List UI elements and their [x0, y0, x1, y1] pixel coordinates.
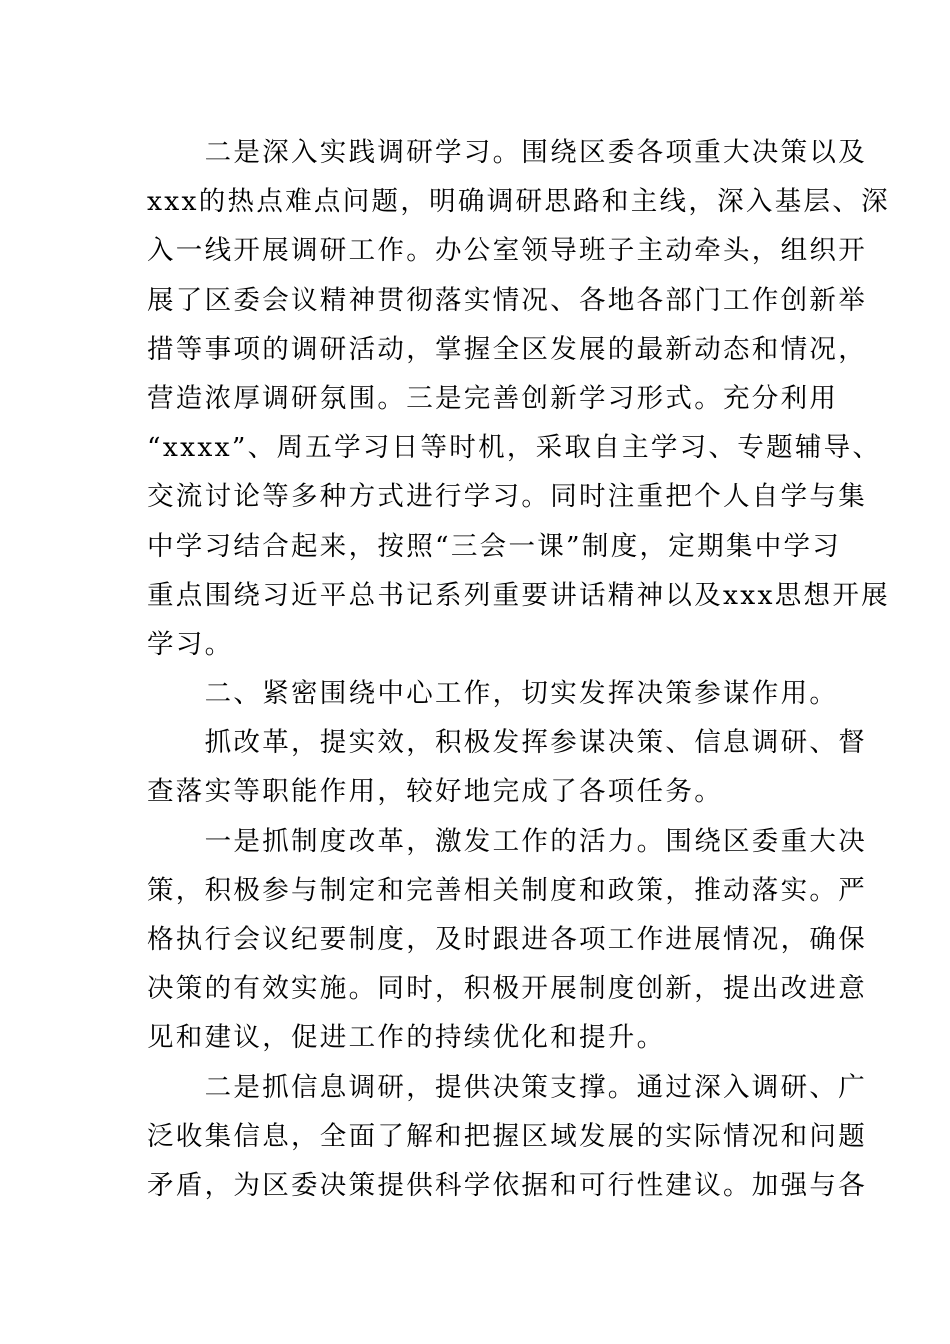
text-line-22: 矛盾，为区委决策提供科学依据和可行性建议。加强与各: [147, 1169, 867, 1201]
text-line-13: 抓改革，提实效，积极发挥参谋决策、信息调研、督: [147, 727, 867, 759]
document-body: [147, 128, 890, 1210]
text-line-17: 格执行会议纪要制度，及时跟进各项工作进展情况，确保: [147, 924, 867, 955]
text-line-6: 营造浓厚调研氛围。三是完善创新学习形式。充分利用: [147, 382, 839, 414]
text-line-4: 展了区委会议精神贯彻落实情况、各地各部门工作创新举: [147, 284, 867, 316]
text-line-1: 二是深入实践调研学习。围绕区委各项重大决策以及: [147, 137, 867, 168]
text-line-20: 二是抓信息调研，提供决策支撑。通过深入调研、广: [147, 1071, 867, 1103]
text-line-11: 学习。: [147, 628, 234, 660]
text-line-16: 策，积极参与制定和完善相关制度和政策，推动落实。严: [147, 874, 867, 906]
text-line-14: 查落实等职能作用，较好地完成了各项任务。: [147, 776, 723, 808]
text-line-19: 见和建议，促进工作的持续优化和提升。: [147, 1022, 666, 1054]
text-line-18: 决策的有效实施。同时，积极开展制度创新，提出改进意: [147, 973, 867, 1005]
text-line-8: 交流讨论等多种方式进行学习。同时注重把个人自学与集: [147, 481, 867, 513]
text-line-15: 一是抓制度改革，激发工作的活力。围绕区委重大决: [147, 825, 867, 857]
section-heading: 二、紧密围绕中心工作，切实发挥决策参谋作用。: [147, 678, 839, 710]
text-line-10: 重点围绕习近平总书记系列重要讲话精神以及xxx思想开展: [147, 579, 890, 611]
text-line-2: xxx的热点难点问题，明确调研思路和主线，深入基层、深: [147, 186, 890, 218]
text-line-3: 入一线开展调研工作。办公室领导班子主动牵头，组织开: [147, 235, 867, 267]
text-line-21: 泛收集信息，全面了解和把握区域发展的实际情况和问题: [147, 1120, 867, 1152]
text-line-9: 中学习结合起来，按照“三会一课”制度，定期集中学习: [147, 530, 842, 562]
text-line-5: 措等事项的调研活动，掌握全区发展的最新动态和情况，: [147, 333, 867, 365]
text-line-7: “xxxx”、周五学习日等时机，采取自主学习、专题辅导、: [147, 432, 882, 464]
